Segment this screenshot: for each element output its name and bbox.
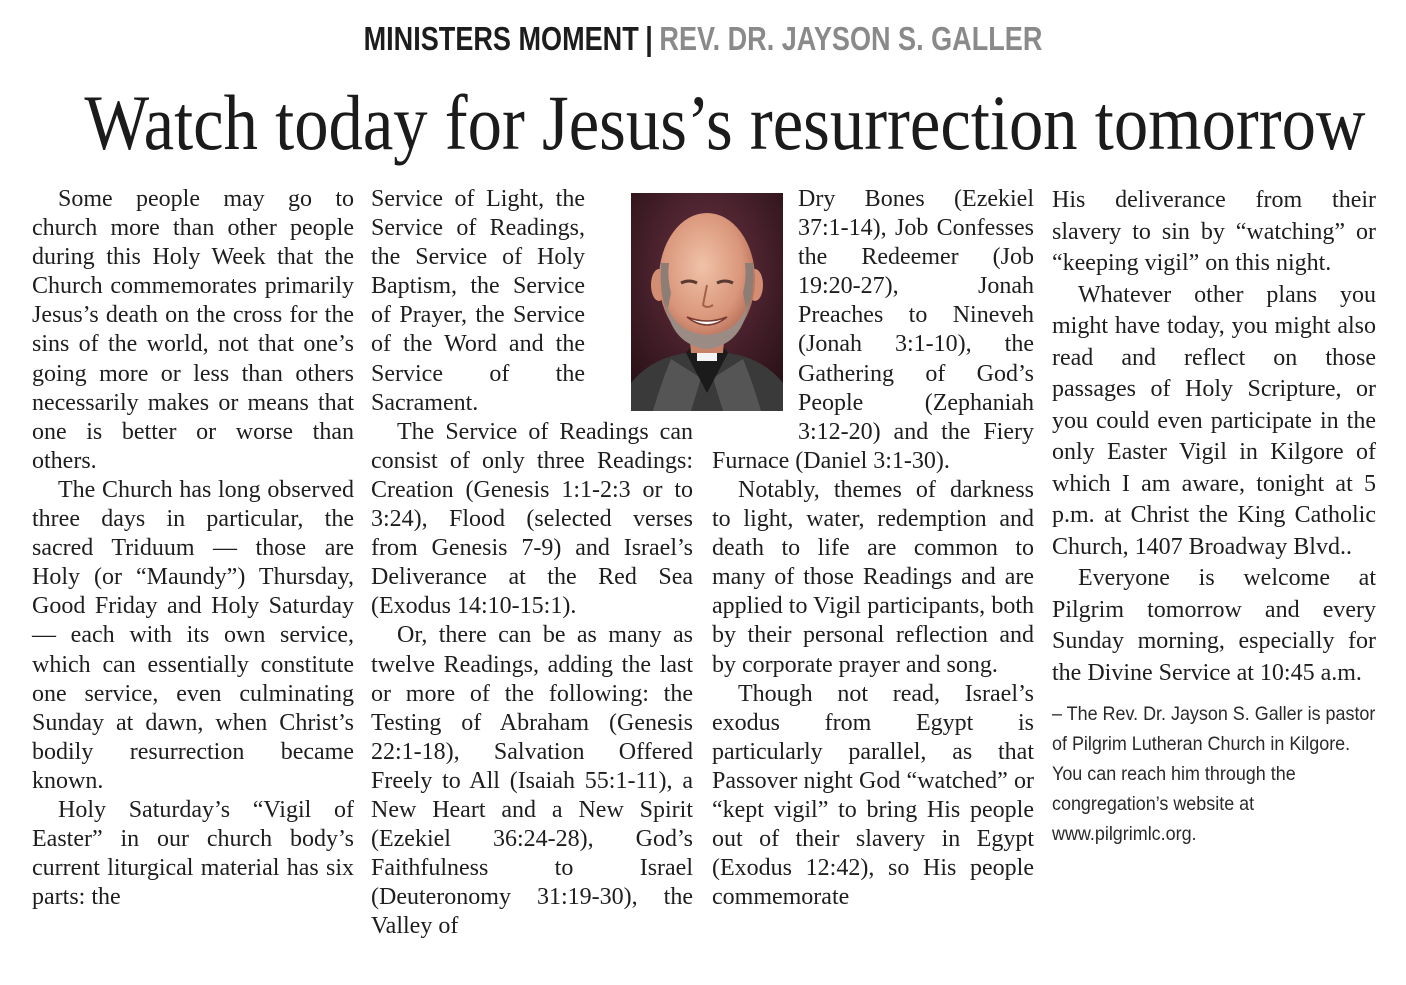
- paragraph: Though not read, Israel’s exodus from Egypt is particularly parallel, as that Passover night God “watched” or “kept vigil” to bring His people out of their slavery in Egypt (Exodus 12:42), so His people commemorate: [712, 680, 1034, 911]
- paragraph: Some people may go to church more than other people during this Holy Week that the Church commemorates primarily Jesus’s death on the cross for the sins of the world, not that one’s going more or less than others necessarily makes or means that one is better or worse than others.: [32, 186, 354, 474]
- paragraph: Service of Light, the Service of Readings, the Service of Holy Baptism, the Service of Prayer, the Service of the Word and the Service of the Sacrament.: [371, 186, 585, 416]
- column-4: [1052, 185, 1376, 849]
- kicker-separator: |: [645, 20, 653, 57]
- paragraph: His deliverance from their slavery to sin by “watching” or “keeping vigil” on this night.: [1052, 187, 1376, 276]
- headline: Watch today for Jesus’s resurrection tomorrow: [84, 79, 1366, 166]
- author-byline: REV. DR. JAYSON S. GALLER: [659, 20, 1043, 57]
- photo-wrap-spacer: [585, 185, 693, 415]
- paragraph: The Service of Readings can consist of only three Readings: Creation (Genesis 1:1-2:3 or to 3:24), Flood (selected verses from Genesis 7-9) and Israel’s Deliverance at the Red Sea (Exodus 14:10-15:1).: [371, 418, 693, 620]
- author-bio: – The Rev. Dr. Jayson S. Galler is pastor of Pilgrim Lutheran Church in Kilgore. You can reach him through the congregation’s website at www.pilgrimlc.org.: [1052, 703, 1376, 845]
- paragraph: Holy Saturday’s “Vigil of Easter” in our church body’s current liturgical material has six parts: the: [32, 796, 354, 911]
- paragraph: Notably, themes of darkness to light, water, redemption and death to life are common to many of those Readings and are applied to Vigil participants, both by their personal reflection and by corporate prayer and song.: [712, 476, 1034, 678]
- paragraph: Or, there can be as many as twelve Readings, adding the last or more of the following: the Testing of Abraham (Genesis 22:1-18), Salvation Offered Freely to All (Isaiah 55:1-11), a New Heart and a New Spirit (Ezekiel 36:24-28), God’s Faithfulness to Israel (Deuteronomy 31:19-30), the Valley of: [371, 622, 693, 940]
- paragraph: The Church has long observed three days in particular, the sacred Triduum — those are Holy (or “Maundy”) Thursday, Good Friday and Holy Saturday — each with its own service, which can essentially constitute one service, even culminating Sunday at dawn, when Christ’s bodily resurrection became known.: [32, 476, 354, 794]
- column-kicker: [127, 20, 1280, 58]
- column-3: [712, 185, 1034, 912]
- photo-wrap-spacer: [712, 185, 798, 437]
- paragraph: Dry Bones (Ezekiel 37:1-14), Job Confesses the Redeemer (Job 19:20-27), Jonah Preaches to Nineveh (Jonah 3:1-10), the Gathering of God’s People (Zephaniah 3:12-20) and the Fiery Furnace (Daniel 3:1-30).: [712, 186, 1034, 474]
- column-2: [371, 185, 693, 941]
- paragraph: Everyone is welcome at Pilgrim tomorrow and every Sunday morning, especially for the Divine Service at 10:45 a.m.: [1052, 565, 1376, 686]
- column-1: [32, 185, 354, 912]
- paragraph: Whatever other plans you might have today, you might also read and reflect on those passages of Holy Scripture, or you could even participate in the only Easter Vigil in Kilgore of which I am aware, tonight at 5 p.m. at Christ the King Catholic Church, 1407 Broadway Blvd..: [1052, 281, 1376, 560]
- column-name: MINISTERS MOMENT: [363, 20, 639, 57]
